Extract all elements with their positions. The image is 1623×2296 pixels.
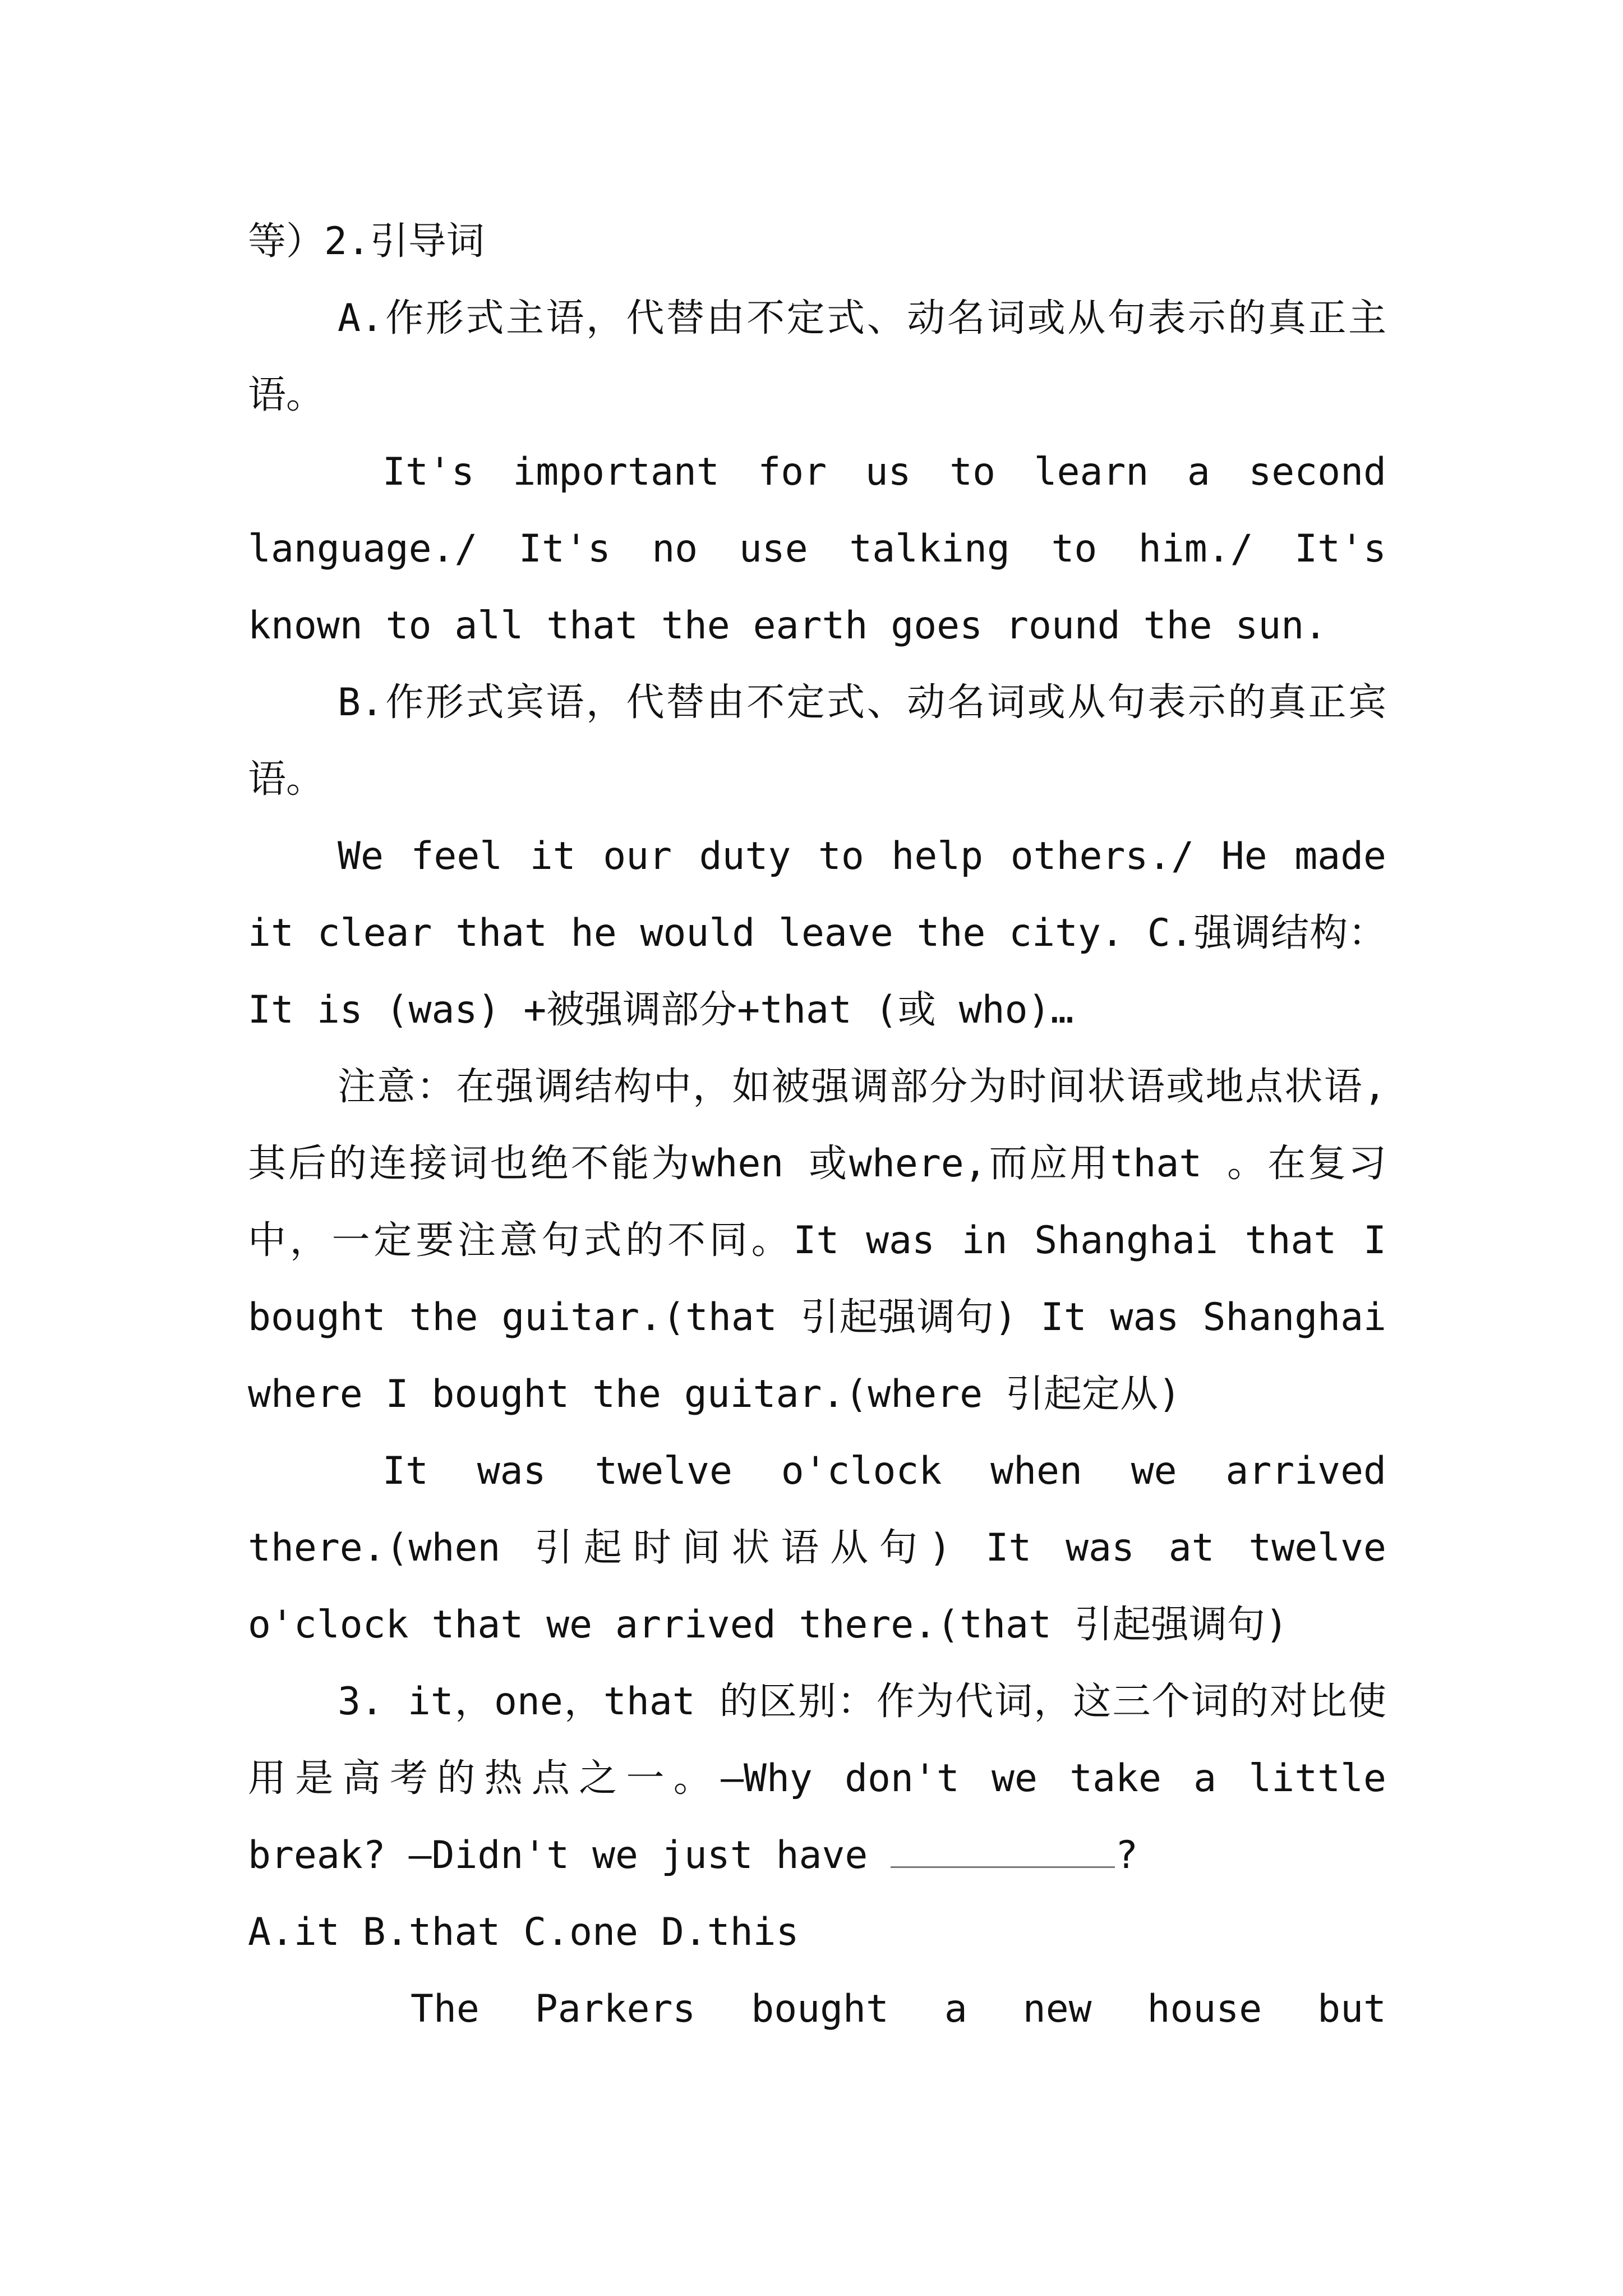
paragraph-formal-object-examples: We feel it our duty to help others./ He made it clear that he would leave the city. C.强调结构：It is (was) +被强调部分+that (或 who)… [248,834,1386,1032]
paragraph-formal-subject-examples: It's important for us to learn a second language./ It's no use talking to him./ It's known to all that the earth goes round the sun. [248,450,1386,648]
question-text: 3. it，one，that 的区别：作为代词，这三个词的对比使用是高考的热点之一。—Why don't we take a little break? —Didn't we just have [248,1680,1386,1878]
paragraph-options: A.it B.that C.one D.this [248,1910,799,1954]
paragraph-example-twelve: It was twelve o'clock when we arrived there.(when 引起时间状语从句) It was at twelve o'clock that we arrived there.(that 引起强调句) [248,1449,1386,1647]
paragraph-it-one-that [248,1663,1386,1894]
paragraph-parkers: The Parkers bought a new house but [411,1987,1386,2031]
text-line-heading: 等）2.引导词 [248,219,485,264]
answer-blank [891,1838,1115,1868]
document-page [248,203,1386,2047]
paragraph-formal-object: B.作形式宾语，代替由不定式、动名词或从句表示的真正宾语。 [248,680,1386,802]
question-mark: ? [1115,1833,1138,1878]
paragraph-formal-subject: A.作形式主语，代替由不定式、动名词或从句表示的真正主语。 [248,296,1386,417]
paragraph-note: 注意：在强调结构中，如被强调部分为时间状语或地点状语,其后的连接词也绝不能为when 或where,而应用that 。在复习中，一定要注意句式的不同。It was in Shanghai that I bought the guitar.(that 引起强调句) It was Shanghai where I bought the guitar.(where 引起定从) [248,1065,1386,1416]
